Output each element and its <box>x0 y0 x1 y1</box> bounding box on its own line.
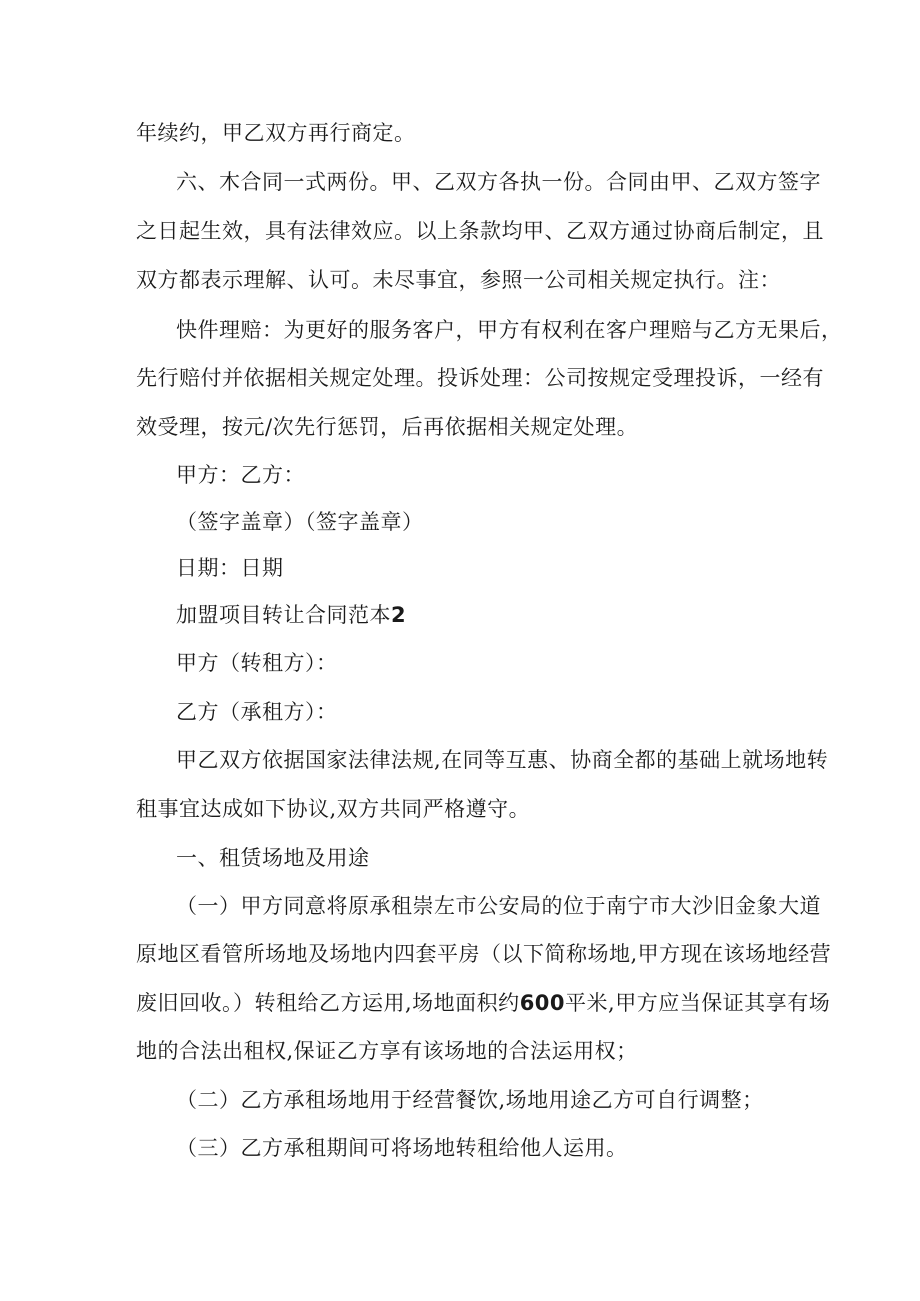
text-line <box>136 988 830 1018</box>
text-line: 快件理赔：为更好的服务客户，甲方有权利在客户理赔与乙方无果后， <box>176 318 843 342</box>
text-line: 原地区看管所场地及场地内四套平房（以下简称场地,甲方现在该场地经营 <box>136 942 832 966</box>
party-a-label: 甲方（转租方）： <box>176 651 338 675</box>
text-line: 租事宜达成如下协议,双方共同严格遵守。 <box>136 797 531 821</box>
text-line: 之日起生效，具有法律效应。以上条款均甲、乙双方通过协商后制定，且 <box>136 219 824 243</box>
text-line: 六、木合同一式两份。甲、乙双方各执一份。合同由甲、乙双方签字 <box>176 170 821 194</box>
text-line: （二）乙方承租场地用于经营餐饮,场地用途乙方可自行调整； <box>176 1088 764 1112</box>
text-line: 双方都表示理解、认可。未尽事宜，参照一公司相关规定执行。注： <box>136 268 781 292</box>
text-line: 先行赔付并依据相关规定处理。投诉处理：公司按规定受理投诉，一经有 <box>136 366 824 390</box>
text-line: （三）乙方承租期间可将场地转租给他人运用。 <box>176 1136 628 1160</box>
text-line: 效受理，按元/次先行惩罚，后再依据相关规定处理。 <box>136 415 639 439</box>
signature-labels: （签字盖章）（签字盖章） <box>176 510 424 534</box>
text-line: 年续约，甲乙双方再行商定。 <box>136 121 416 145</box>
text-segment: 废旧回收。）转租给乙方运用,场地面积约 <box>136 991 520 1015</box>
text-line: 地的合法出租权,保证乙方享有该场地的合法运用权； <box>136 1039 638 1063</box>
text-line: 甲乙双方依据国家法律法规,在同等互惠、协商全都的基础上就场地转 <box>176 748 829 772</box>
text-line: （一）甲方同意将原承租崇左市公安局的位于南宁市大沙旧金象大道 <box>176 894 821 918</box>
date-labels: 日期：日期 <box>176 556 284 580</box>
section-title-text: 加盟项目转让合同范本 <box>176 603 391 627</box>
area-value: 600 <box>519 991 566 1015</box>
section-title-number: 2 <box>391 603 407 627</box>
party-b-label: 乙方（承租方）： <box>176 700 338 724</box>
clause-heading: 一、租赁场地及用途 <box>176 846 370 870</box>
section-title <box>176 600 406 630</box>
party-labels: 甲方：乙方： <box>176 463 305 487</box>
text-segment: 平米,甲方应当保证其享有场 <box>565 991 831 1015</box>
